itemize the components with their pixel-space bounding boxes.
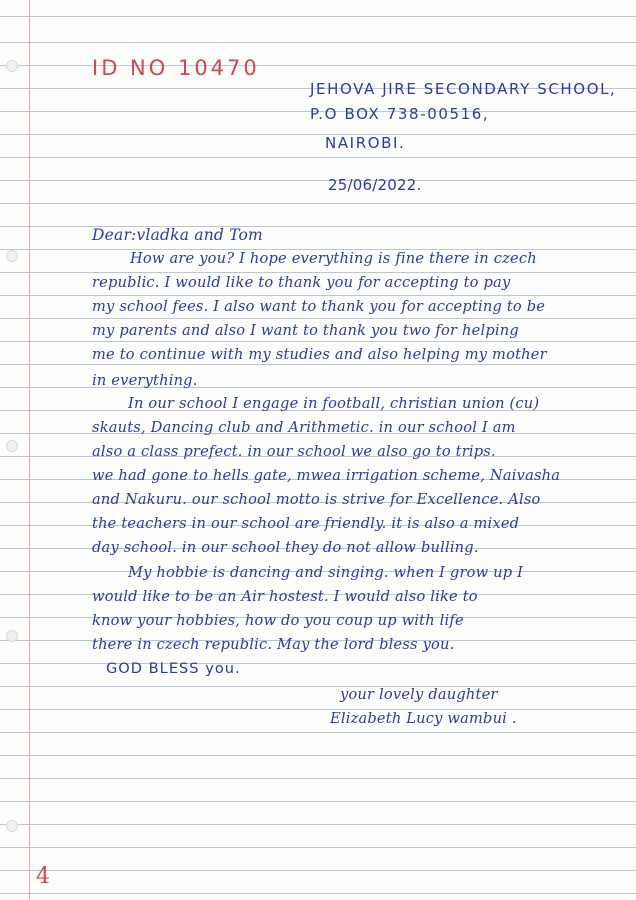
body-line: my parents and also I want to thank you two for helping [92,322,519,339]
body-line: me to continue with my studies and also helping my mother [92,346,547,363]
id-number: ID NO 10470 [92,56,260,80]
binder-hole [6,250,18,262]
body-line: in everything. [92,372,198,389]
body-line: and Nakuru. our school motto is strive for Excellence. Also [92,491,541,508]
body-line: skauts, Dancing club and Arithmetic. in our school I am [92,419,516,436]
body-line: there in czech republic. May the lord bless you. [92,636,455,653]
binder-hole [6,820,18,832]
body-line: day school. in our school they do not allow bulling. [92,539,479,556]
signature-valediction: your lovely daughter [340,686,498,703]
body-line: my school fees. I also want to thank you for accepting to be [92,298,546,315]
body-line: know your hobbies, how do you coup up with life [92,612,464,629]
letter-date: 25/06/2022. [328,176,422,194]
closing-blessing: GOD BLESS you. [106,660,241,677]
salutation: Dear:vladka and Tom [92,226,263,244]
body-line: also a class prefect. in our school we also go to trips. [92,443,496,460]
page-mark: 4 [36,864,51,889]
body-line: the teachers in our school are friendly. it is also a mixed [92,515,520,532]
body-line: How are you? I hope everything is fine there in czech [130,250,537,267]
body-line: we had gone to hells gate, mwea irrigation scheme, Naivasha [92,467,561,484]
body-line: republic. I would like to thank you for accepting to pay [92,274,511,291]
binder-hole [6,440,18,452]
body-line: In our school I engage in football, christian union (cu) [128,395,540,412]
binder-hole [6,630,18,642]
signature-name: Elizabeth Lucy wambui . [330,710,517,727]
body-line: My hobbie is dancing and singing. when I grow up I [128,564,524,581]
address-line-po-box: P.O BOX 738-00516, [310,105,490,123]
body-line: would like to be an Air hostest. I would also like to [92,588,478,605]
address-line-city: NAIROBI. [325,134,406,152]
binder-hole [6,60,18,72]
address-line-school: JEHOVA JIRE SECONDARY SCHOOL, [310,80,617,98]
binder-holes [6,0,20,900]
